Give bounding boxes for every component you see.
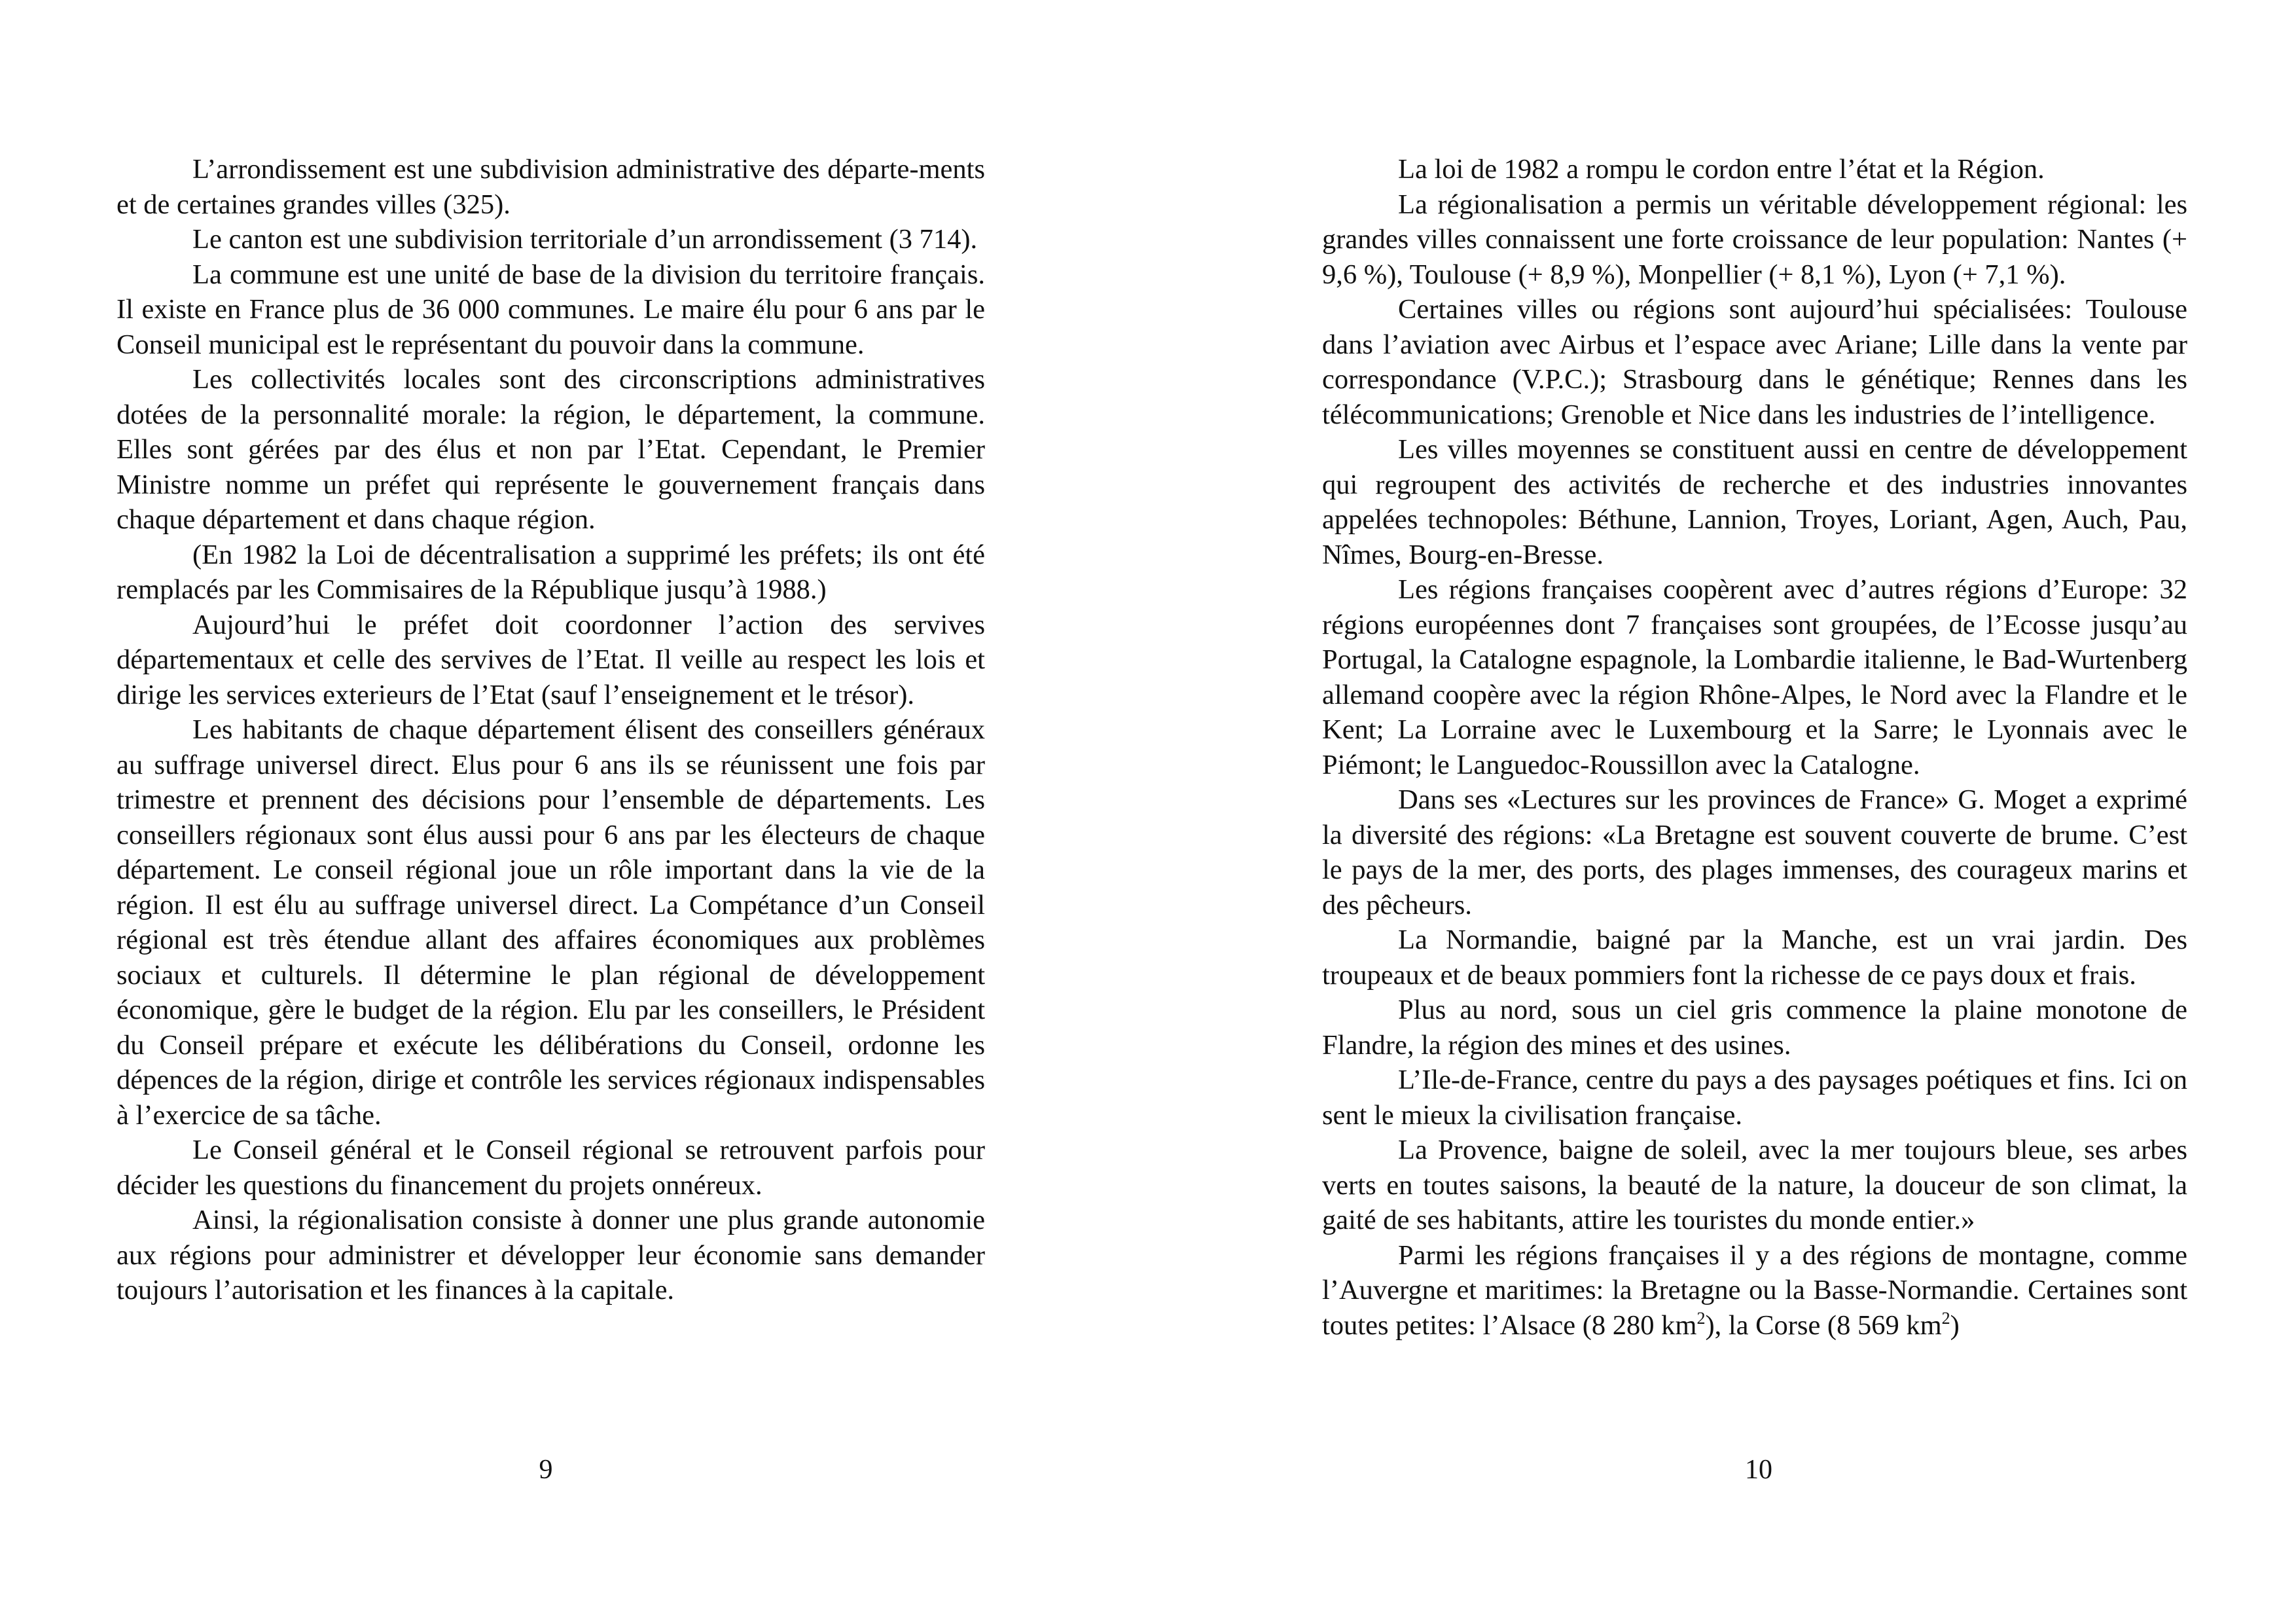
right-page: [1148, 0, 2296, 1623]
page-number: 9: [539, 1455, 553, 1485]
paragraph: La Provence, baigne de soleil, avec la mer toujours bleue, ses arbes verts en toutes saisons, la beauté de la nature, la douceur de son climat, la gaité de ses habitants, attire les touristes du monde entier.»: [1322, 1135, 2187, 1235]
paragraph: Les villes moyennes se constituent aussi en centre de développement qui regroupent des activités de recherche et des industries innovantes appelées technopoles: Béthune, Lannion, Troyes, Loriant, Agen, Auch, Pau, Nîmes, Bourg-en-Bresse.: [1322, 434, 2187, 570]
paragraph: Plus au nord, sous un ciel gris commence la plaine monotone de Flandre, la région des mines et des usines.: [1322, 994, 2187, 1061]
paragraph-text: ), la Corse (8 569 km: [1705, 1309, 1942, 1341]
paragraph-text: ): [1950, 1309, 1960, 1341]
paragraph: La Normandie, baigné par la Manche, est un vrai jardin. Des troupeaux et de beaux pommiers font la richesse de ce pays doux et frais.: [1322, 924, 2187, 991]
superscript: 2: [1696, 1308, 1706, 1328]
paragraph: [1322, 1238, 2187, 1343]
right-page-text: [1322, 152, 2187, 1343]
paragraph: L’arrondissement est une subdivision administrative des départe-ments et de certaines grandes villes (325).: [117, 154, 985, 220]
paragraph: Le canton est une subdivision territoriale d’un arrondissement (3 714).: [192, 224, 978, 255]
paragraph: La régionalisation a permis un véritable développement régional: les grandes villes connaissent une forte croissance de leur population: Nantes (+ 9,6 %), Toulouse (+ 8,9 %), Monpellier (+ 8,1 %), Lyon (+ 7,1 %).: [1322, 189, 2187, 290]
paragraph: La loi de 1982 a rompu le cordon entre l’état et la Région.: [1398, 154, 2045, 185]
paragraph: Le Conseil général et le Conseil régional se retrouvent parfois pour décider les questions du financement du projets onnéreux.: [117, 1135, 985, 1201]
paragraph: Aujourd’hui le préfet doit coordonner l’action des servives départementaux et celle des servives de l’Etat. Il veille au respect les lois et dirige les services exterieurs de l’Etat (sauf l’enseignement et le trésor).: [117, 609, 985, 710]
paragraph: (En 1982 la Loi de décentralisation a supprimé les préfets; ils ont été remplacés par les Commisaires de la République jusqu’à 1988.): [117, 539, 985, 605]
paragraph: Les habitants de chaque département élisent des conseillers généraux au suffrage universel direct. Elus pour 6 ans ils se réunissent une fois par trimestre et prennent des décisions pour l’ensemble de départements. Les conseillers régionaux sont élus aussi pour 6 ans par les électeurs de chaque département. Le conseil régional joue un rôle important dans la vie de la région. Il est élu au suffrage universel direct. La Compétance d’un Conseil régional est très étendue allant des affaires économiques aux problèmes sociaux et culturels. Il détermine le plan régional de développement économique, gère le budget de la région. Elu par les conseillers, le Président du Conseil prépare et exécute les délibérations du Conseil, ordonne les dépences de la région, dirige et contrôle les services régionaux indispensables à l’exercice de sa tâche.: [117, 714, 985, 1131]
paragraph: Dans ses «Lectures sur les provinces de France» G. Moget a exprimé la diversité des régions: «La Bretagne est souvent couverte de brume. C’est le pays de la mer, des ports, des plages immenses, des courageux marins et des pêcheurs.: [1322, 784, 2187, 921]
paragraph: Les régions françaises coopèrent avec d’autres régions d’Europe: 32 régions européennes dont 7 françaises sont groupées, de l’Ecosse jusqu’au Portugal, la Catalogne espagnole, la Lombardie italienne, le Bad-Wurtenberg allemand coopère avec la région Rhône-Alpes, le Nord avec la Flandre et le Kent; La Lorraine avec le Luxembourg et la Sarre; le Lyonnais avec le Piémont; le Languedoc-Roussillon avec la Catalogne.: [1322, 574, 2187, 780]
paragraph: Les collectivités locales sont des circonscriptions administratives dotées de la personnalité morale: la région, le département, la commune. Elles sont gérées par des élus et non par l’Etat. Cependant, le Premier Ministre nomme un préfet qui représente le gouvernement français dans chaque département et dans chaque région.: [117, 364, 985, 535]
paragraph: L’Ile-de-France, centre du pays a des paysages poétiques et fins. Ici on sent le mieux la civilisation française.: [1322, 1065, 2187, 1131]
paragraph: Certaines villes ou régions sont aujourd’hui spécialisées: Toulouse dans l’aviation avec Airbus et l’espace avec Ariane; Lille dans la vente par correspondance (V.P.C.); Strasbourg dans le génétique; Rennes dans les télécommunications; Grenoble et Nice dans les industries de l’intelligence.: [1322, 294, 2187, 430]
left-page-text: [117, 152, 985, 1308]
page-number: 10: [1745, 1455, 1772, 1485]
superscript: 2: [1941, 1308, 1950, 1328]
paragraph: Ainsi, la régionalisation consiste à donner une plus grande autonomie aux régions pour administrer et développer leur économie sans demander toujours l’autorisation et les finances à la capitale.: [117, 1205, 985, 1305]
paragraph: La commune est une unité de base de la division du territoire français. Il existe en France plus de 36 000 communes. Le maire élu pour 6 ans par le Conseil municipal est le représentant du pouvoir dans la commune.: [117, 259, 985, 360]
paragraph-text: Parmi les régions françaises il y a des régions de montagne, comme l’Auvergne et maritimes: la Bretagne ou la Basse-Normandie. Certaines sont toutes petites: l’Alsace (8 280 km: [1322, 1239, 2187, 1341]
